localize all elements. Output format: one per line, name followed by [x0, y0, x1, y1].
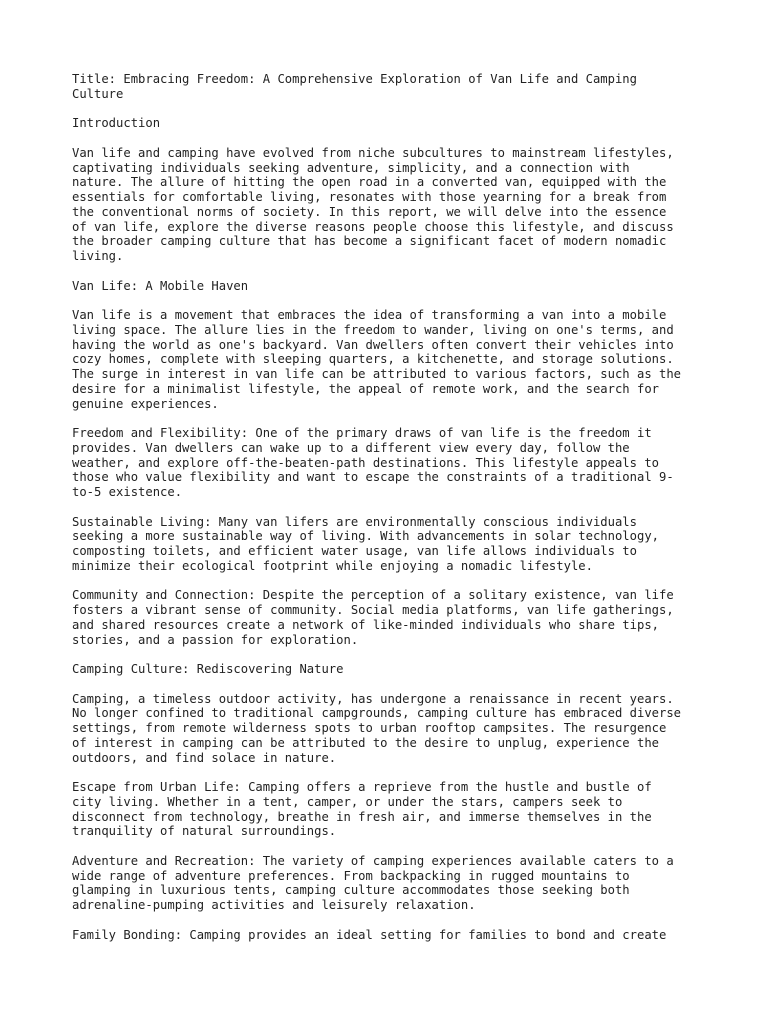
document-page: [72, 72, 712, 957]
paragraph-introduction: Van life and camping have evolved from niche subcultures to mainstream lifestyles, captivating individuals seeking adventure, simplicity, and a connection with nature. The allure of hitting the open road in a converted van, equipped with the essentials for comfortable living, resonates with those yearning for a break from the conventional norms of society. In this report, we will delve into the essence of van life, explore the diverse reasons people choose this lifestyle, and discuss the broader camping culture that has become a significant facet of modern nomadic living.: [72, 145, 674, 263]
paragraph-escape-urban-life: Escape from Urban Life: Camping offers a reprieve from the hustle and bustle of city living. Whether in a tent, camper, or under the stars, campers seek to disconnect from technology, breathe in fresh air, and immerse themselves in the tranquility of natural surroundings.: [72, 780, 652, 839]
paragraph-family-bonding: Family Bonding: Camping provides an ideal setting for families to bond and create: [72, 927, 667, 942]
paragraph-camping-culture: Camping, a timeless outdoor activity, has undergone a renaissance in recent years. No longer confined to traditional campgrounds, camping culture has embraced diverse settings, from remote wilderness spots to urban rooftop campsites. The resurgence of interest in camping can be attributed to the desire to unplug, experience the outdoors, and find solace in nature.: [72, 691, 682, 765]
section-heading-introduction: Introduction: [72, 116, 161, 131]
paragraph-sustainable-living: Sustainable Living: Many van lifers are environmentally conscious individuals seeking a more sustainable way of living. With advancements in solar technology, composting toilets, and efficient water usage, van life allows individuals to minimize their ecological footprint while enjoying a nomadic lifestyle.: [72, 514, 659, 573]
paragraph-adventure-recreation: Adventure and Recreation: The variety of camping experiences available caters to a wide range of adventure preferences. From backpacking in rugged mountains to glamping in luxurious tents, camping culture accommodates those seeking both adrenaline-pumping activities and leisurely relaxation.: [72, 853, 674, 912]
section-heading-van-life: Van Life: A Mobile Haven: [72, 278, 249, 293]
paragraph-freedom-flexibility: Freedom and Flexibility: One of the primary draws of van life is the freedom it provides. Van dwellers can wake up to a different view every day, follow the weather, and explore off-the-beaten-path destinations. This lifestyle appeals to those who value flexibility and want to escape the constraints of a traditional 9- to-5 existence.: [72, 426, 674, 499]
paragraph-van-life: Van life is a movement that embraces the idea of transforming a van into a mobile living space. The allure lies in the freedom to wander, living on one's terms, and having the world as one's backyard. Van dwellers often convert their vehicles into cozy homes, complete with sleeping quarters, a kitchenette, and storage solutions. The surge in interest in van life can be attributed to various factors, such as the desire for a minimalist lifestyle, the appeal of remote work, and the search for genuine experiences.: [72, 308, 682, 411]
paragraph-community-connection: Community and Connection: Despite the perception of a solitary existence, van life fosters a vibrant sense of community. Social media platforms, van life gatherings, and shared resources create a network of like-minded individuals who share tips, stories, and a passion for exploration.: [72, 588, 674, 647]
document-title: Title: Embracing Freedom: A Comprehensive Exploration of Van Life and Camping Culture: [72, 72, 637, 101]
section-heading-camping-culture: Camping Culture: Rediscovering Nature: [72, 662, 344, 676]
